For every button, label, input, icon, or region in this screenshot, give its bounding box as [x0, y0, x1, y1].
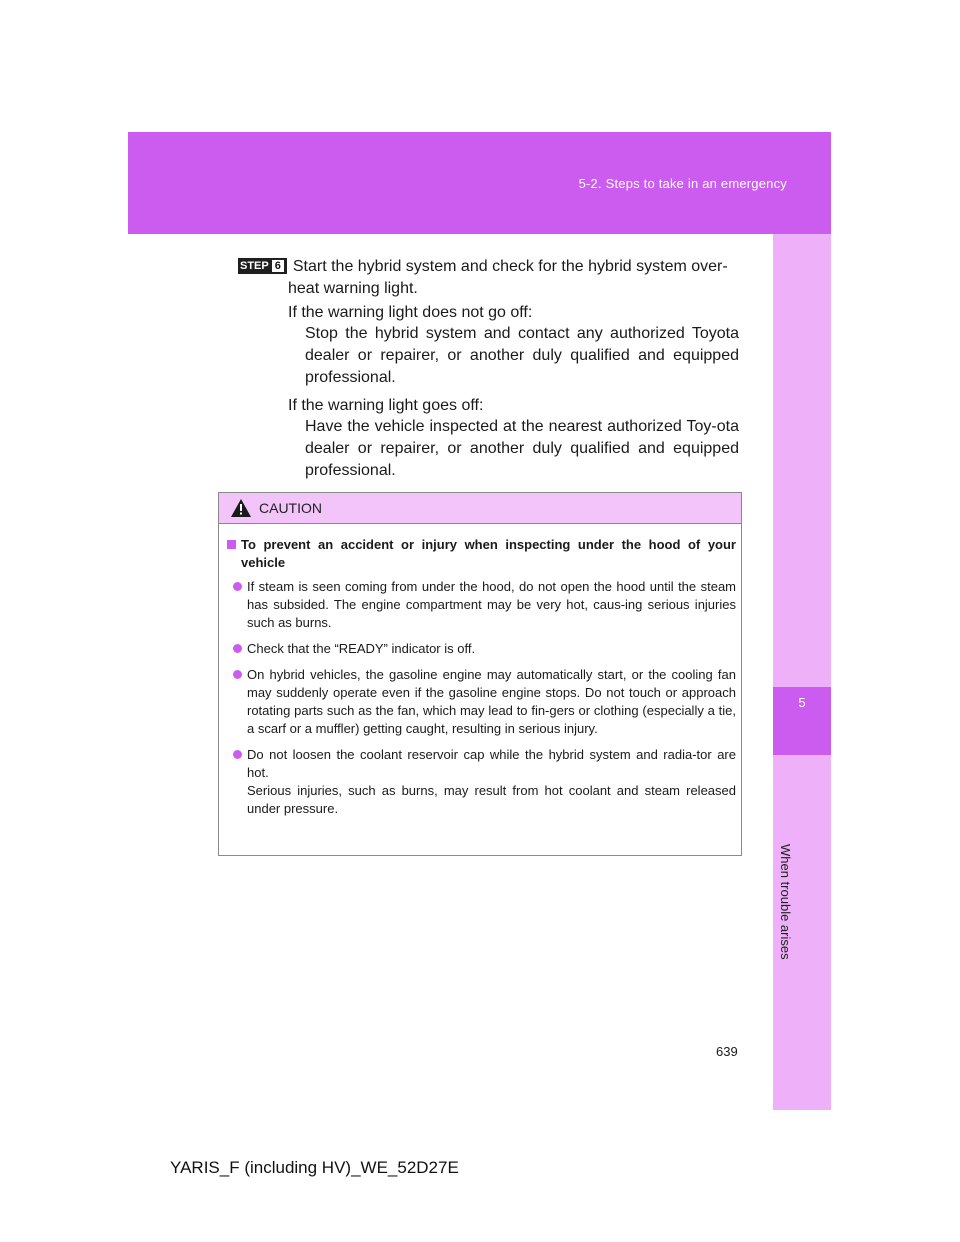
- warning-triangle-icon: [231, 499, 251, 517]
- caution-heading-text: To prevent an accident or injury when inspecting under the hood of your vehicle: [241, 537, 736, 570]
- caution-bullet-text: Check that the “READY” indicator is off.: [247, 641, 476, 656]
- step-badge-label: STEP: [240, 260, 269, 272]
- caution-title: CAUTION: [259, 500, 322, 516]
- caution-bullet-text: Do not loosen the coolant reservoir cap while the hybrid system and radia-tor are hot.: [247, 747, 736, 780]
- bullet-dot-icon: [233, 644, 242, 653]
- caution-bullet-text: On hybrid vehicles, the gasoline engine may automatically start, or the cooling fan may suddenly operate even if the gasoline engine stops. Do not touch or approach rotating parts such as the fan, which may lead to fin-gers or clothing (especially a tie, a scarf or a muffler) getting caught, resulting in serious injury.: [247, 667, 736, 736]
- caution-body: [219, 524, 741, 818]
- document-footer: YARIS_F (including HV)_WE_52D27E: [170, 1158, 459, 1177]
- caution-header: [219, 493, 741, 524]
- bullet-dot-icon: [233, 750, 242, 759]
- page-number: 639: [716, 1044, 738, 1059]
- square-bullet-icon: [227, 540, 236, 549]
- caution-bullet: [225, 746, 736, 818]
- caution-bullet-text: If steam is seen coming from under the hood, do not open the hood until the steam has subsided. The engine compartment may be very hot, caus-ing serious injuries such as burns.: [247, 579, 736, 630]
- result-not-off: Stop the hybrid system and contact any authorized Toyota dealer or repairer, or another duly qualified and equipped professional.: [305, 325, 739, 386]
- step-badge: [238, 258, 287, 274]
- result-goes-off: Have the vehicle inspected at the nearest authorized Toy-ota dealer or repairer, or another duly qualified and equipped professional.: [305, 418, 739, 479]
- section-title: 5-2. Steps to take in an emergency: [578, 176, 787, 191]
- condition-goes-off: If the warning light goes off:: [288, 397, 484, 414]
- bullet-dot-icon: [233, 582, 242, 591]
- caution-bullet: [225, 578, 736, 632]
- chapter-label: When trouble arises: [778, 844, 793, 960]
- caution-bullet: [225, 666, 736, 738]
- bullet-dot-icon: [233, 670, 242, 679]
- chapter-number: 5: [798, 695, 806, 710]
- step-instruction: Start the hybrid system and check for the hybrid system over-: [292, 258, 728, 275]
- header-band: [128, 132, 831, 234]
- step-number: 6: [271, 259, 285, 273]
- caution-bullet: [225, 640, 736, 658]
- condition-not-off: If the warning light does not go off:: [288, 304, 533, 321]
- step-6: [238, 256, 741, 278]
- chapter-number-box: [773, 687, 831, 755]
- caution-box: [218, 492, 742, 856]
- caution-heading: [225, 536, 736, 572]
- step-instruction-cont: heat warning light.: [288, 280, 418, 297]
- caution-bullet-continuation: Serious injuries, such as burns, may result from hot coolant and steam released under pressure.: [247, 783, 736, 816]
- chapter-side-tab: [773, 234, 831, 1110]
